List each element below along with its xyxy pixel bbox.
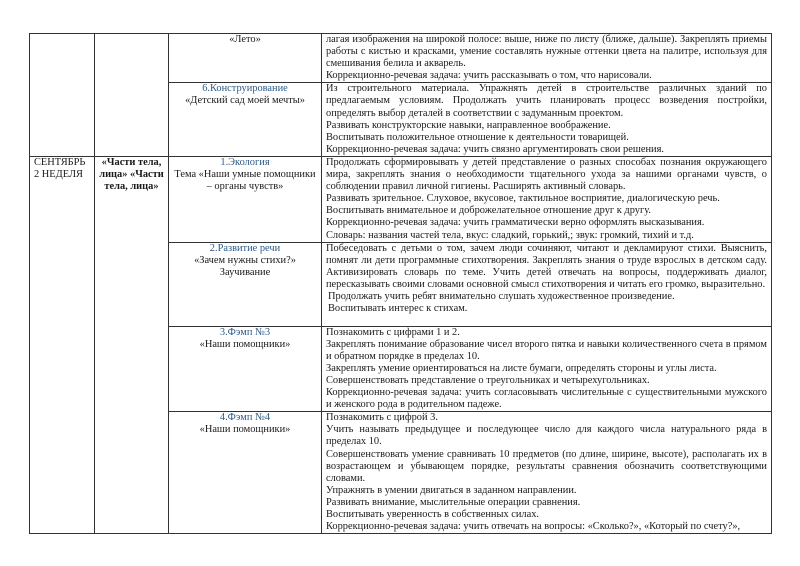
task-line: Развивать конструкторские навыки, направленное воображение. bbox=[326, 119, 611, 131]
table-row bbox=[30, 34, 772, 83]
activity-topic: «Лето» bbox=[229, 34, 261, 45]
activity-cell bbox=[169, 34, 322, 83]
task-line: Закреплять умение ориентироваться на листе бумаги, определять стороны и углы листа. bbox=[326, 362, 717, 374]
activity-topic: «Детский сад моей мечты» bbox=[185, 95, 305, 107]
activity-topic: «Наши помощники» bbox=[199, 424, 291, 436]
task-line: Из строительного материала. Упражнять детей в строительстве различных зданий по предлагаемым условиям. Продолжать учить планировать процесс возведения постройки, определять выбор деталей в соответствии с задуманным проектом. bbox=[326, 83, 767, 119]
task-line: Коррекционно-речевая задача: учить грамматически верно оформлять высказывания. bbox=[326, 217, 705, 229]
tasks-cell bbox=[322, 242, 772, 326]
task-line: Воспитывать положительное отношение к деятельности товарищей. bbox=[326, 131, 629, 143]
task-line: Совершенствовать умение сравнивать 10 предметов (по длине, ширине, высоте), располагать их в возрастающем и убывающем порядке, результаты сравнения обозначить соответствующими словами. bbox=[326, 448, 767, 484]
table-row bbox=[30, 156, 772, 242]
task-line: Воспитывать уверенность в собственных силах. bbox=[326, 509, 540, 520]
task-line: Воспитывать интерес к стихам. bbox=[328, 303, 468, 315]
task-line: Учить называть предыдущее и последующее число для каждого числа натурального ряда в пределах 10. bbox=[326, 424, 767, 448]
theme-cell bbox=[95, 34, 169, 157]
task-line: Закреплять понимание образование чисел второго пятка и навыки количественного счета в прямом и обратном порядке в пределах 10. bbox=[326, 338, 767, 362]
task-line: Упражнять в умении двигаться в заданном направлении. bbox=[326, 484, 577, 496]
activity-topic: «Зачем нужны стихи?» Заучивание bbox=[194, 254, 296, 278]
month-week-cell: СЕНТЯБРЬ 2 НЕДЕЛЯ bbox=[30, 156, 95, 533]
task-line: Развивать зрительное. Слуховое, вкусовое, тактильное восприятие, диалогическую речь. bbox=[326, 193, 720, 205]
task-line: Продолжать учить ребят внимательно слушать художественное произведение. bbox=[328, 290, 675, 302]
activity-title: 6.Конструирование bbox=[202, 83, 288, 95]
tasks-cell bbox=[322, 83, 772, 157]
task-line: лагая изображения на широкой полосе: выше, ниже по листу (ближе, дальше). Закреплять приемы работы с кистью и красками, умение составлять нужные оттенки цвета на палитре, используя для смешивания белила и акварель. bbox=[326, 34, 767, 70]
activity-cell bbox=[169, 412, 322, 534]
tasks-cell bbox=[322, 156, 772, 242]
document-page bbox=[29, 33, 771, 534]
task-line: Коррекционно-речевая задача: учить отвечать на вопросы: «Сколько?», «Который по счету?», bbox=[326, 521, 741, 533]
activity-cell bbox=[169, 242, 322, 326]
activity-title: 3.Фэмп №3 bbox=[219, 326, 271, 338]
lesson-plan-table bbox=[29, 33, 772, 534]
tasks-cell bbox=[322, 412, 772, 534]
task-line: Коррекционно-речевая задача: учить согласовывать числительные с существительными мужского и женского рода в родительном падеже. bbox=[326, 387, 767, 411]
tasks-cell bbox=[322, 34, 772, 83]
task-line: Коррекционно-речевая задача: учить рассказывать о том, что нарисовали. bbox=[326, 70, 652, 82]
task-line: Совершенствовать представление о треугольниках и четырехугольниках. bbox=[326, 374, 650, 386]
activity-topic: «Наши помощники» bbox=[199, 338, 291, 350]
activity-title: 4.Фэмп №4 bbox=[219, 412, 271, 424]
task-line: Познакомить с цифрами 1 и 2. bbox=[326, 326, 460, 338]
activity-title: 2.Развитие речи bbox=[209, 242, 281, 254]
task-line: Развивать внимание, мыслительные операции сравнения. bbox=[326, 496, 581, 508]
week-theme-cell: «Части тела, лица» «Части тела, лица» bbox=[95, 156, 169, 533]
activity-cell bbox=[169, 326, 322, 412]
tasks-cell bbox=[322, 326, 772, 412]
activity-topic: Тема «Наши умные помощники – органы чувств» bbox=[174, 169, 316, 193]
task-line: Словарь: названия частей тела, вкус: сладкий, горький,; звук: громкий, тихий и т.д. bbox=[326, 229, 694, 241]
task-line: Воспитывать внимательное и доброжелательное отношение друг к другу. bbox=[326, 205, 651, 217]
activity-title: 1.Экология bbox=[220, 156, 270, 168]
task-line: Коррекционно-речевая задача: учить связно аргументировать свои решения. bbox=[326, 143, 664, 155]
month-cell bbox=[30, 34, 95, 157]
task-line: Познакомить с цифрой 3. bbox=[326, 412, 438, 424]
activity-cell bbox=[169, 156, 322, 242]
task-line: Продолжать сформировывать у детей представление о разных способах познания окружающего мира, закреплять знания о необходимости тщательного ухода за нашими органами чувств, о соблюдении правил личной гигиены. Расширять активный словарь. bbox=[326, 156, 767, 193]
task-line: Побеседовать с детьми о том, зачем люди сочиняют, читают и декламируют стихи. Выяснить, помнят ли дети программные стихотворения. Закреплять знания о труде взрослых в детском саду. Активизировать словарь по теме. Учить детей отвечать на вопросы, поддерживать диалог, пересказывать своими словами основной смысл стихотворения и читать его громко, выразительно. bbox=[326, 242, 767, 290]
activity-cell bbox=[169, 83, 322, 157]
